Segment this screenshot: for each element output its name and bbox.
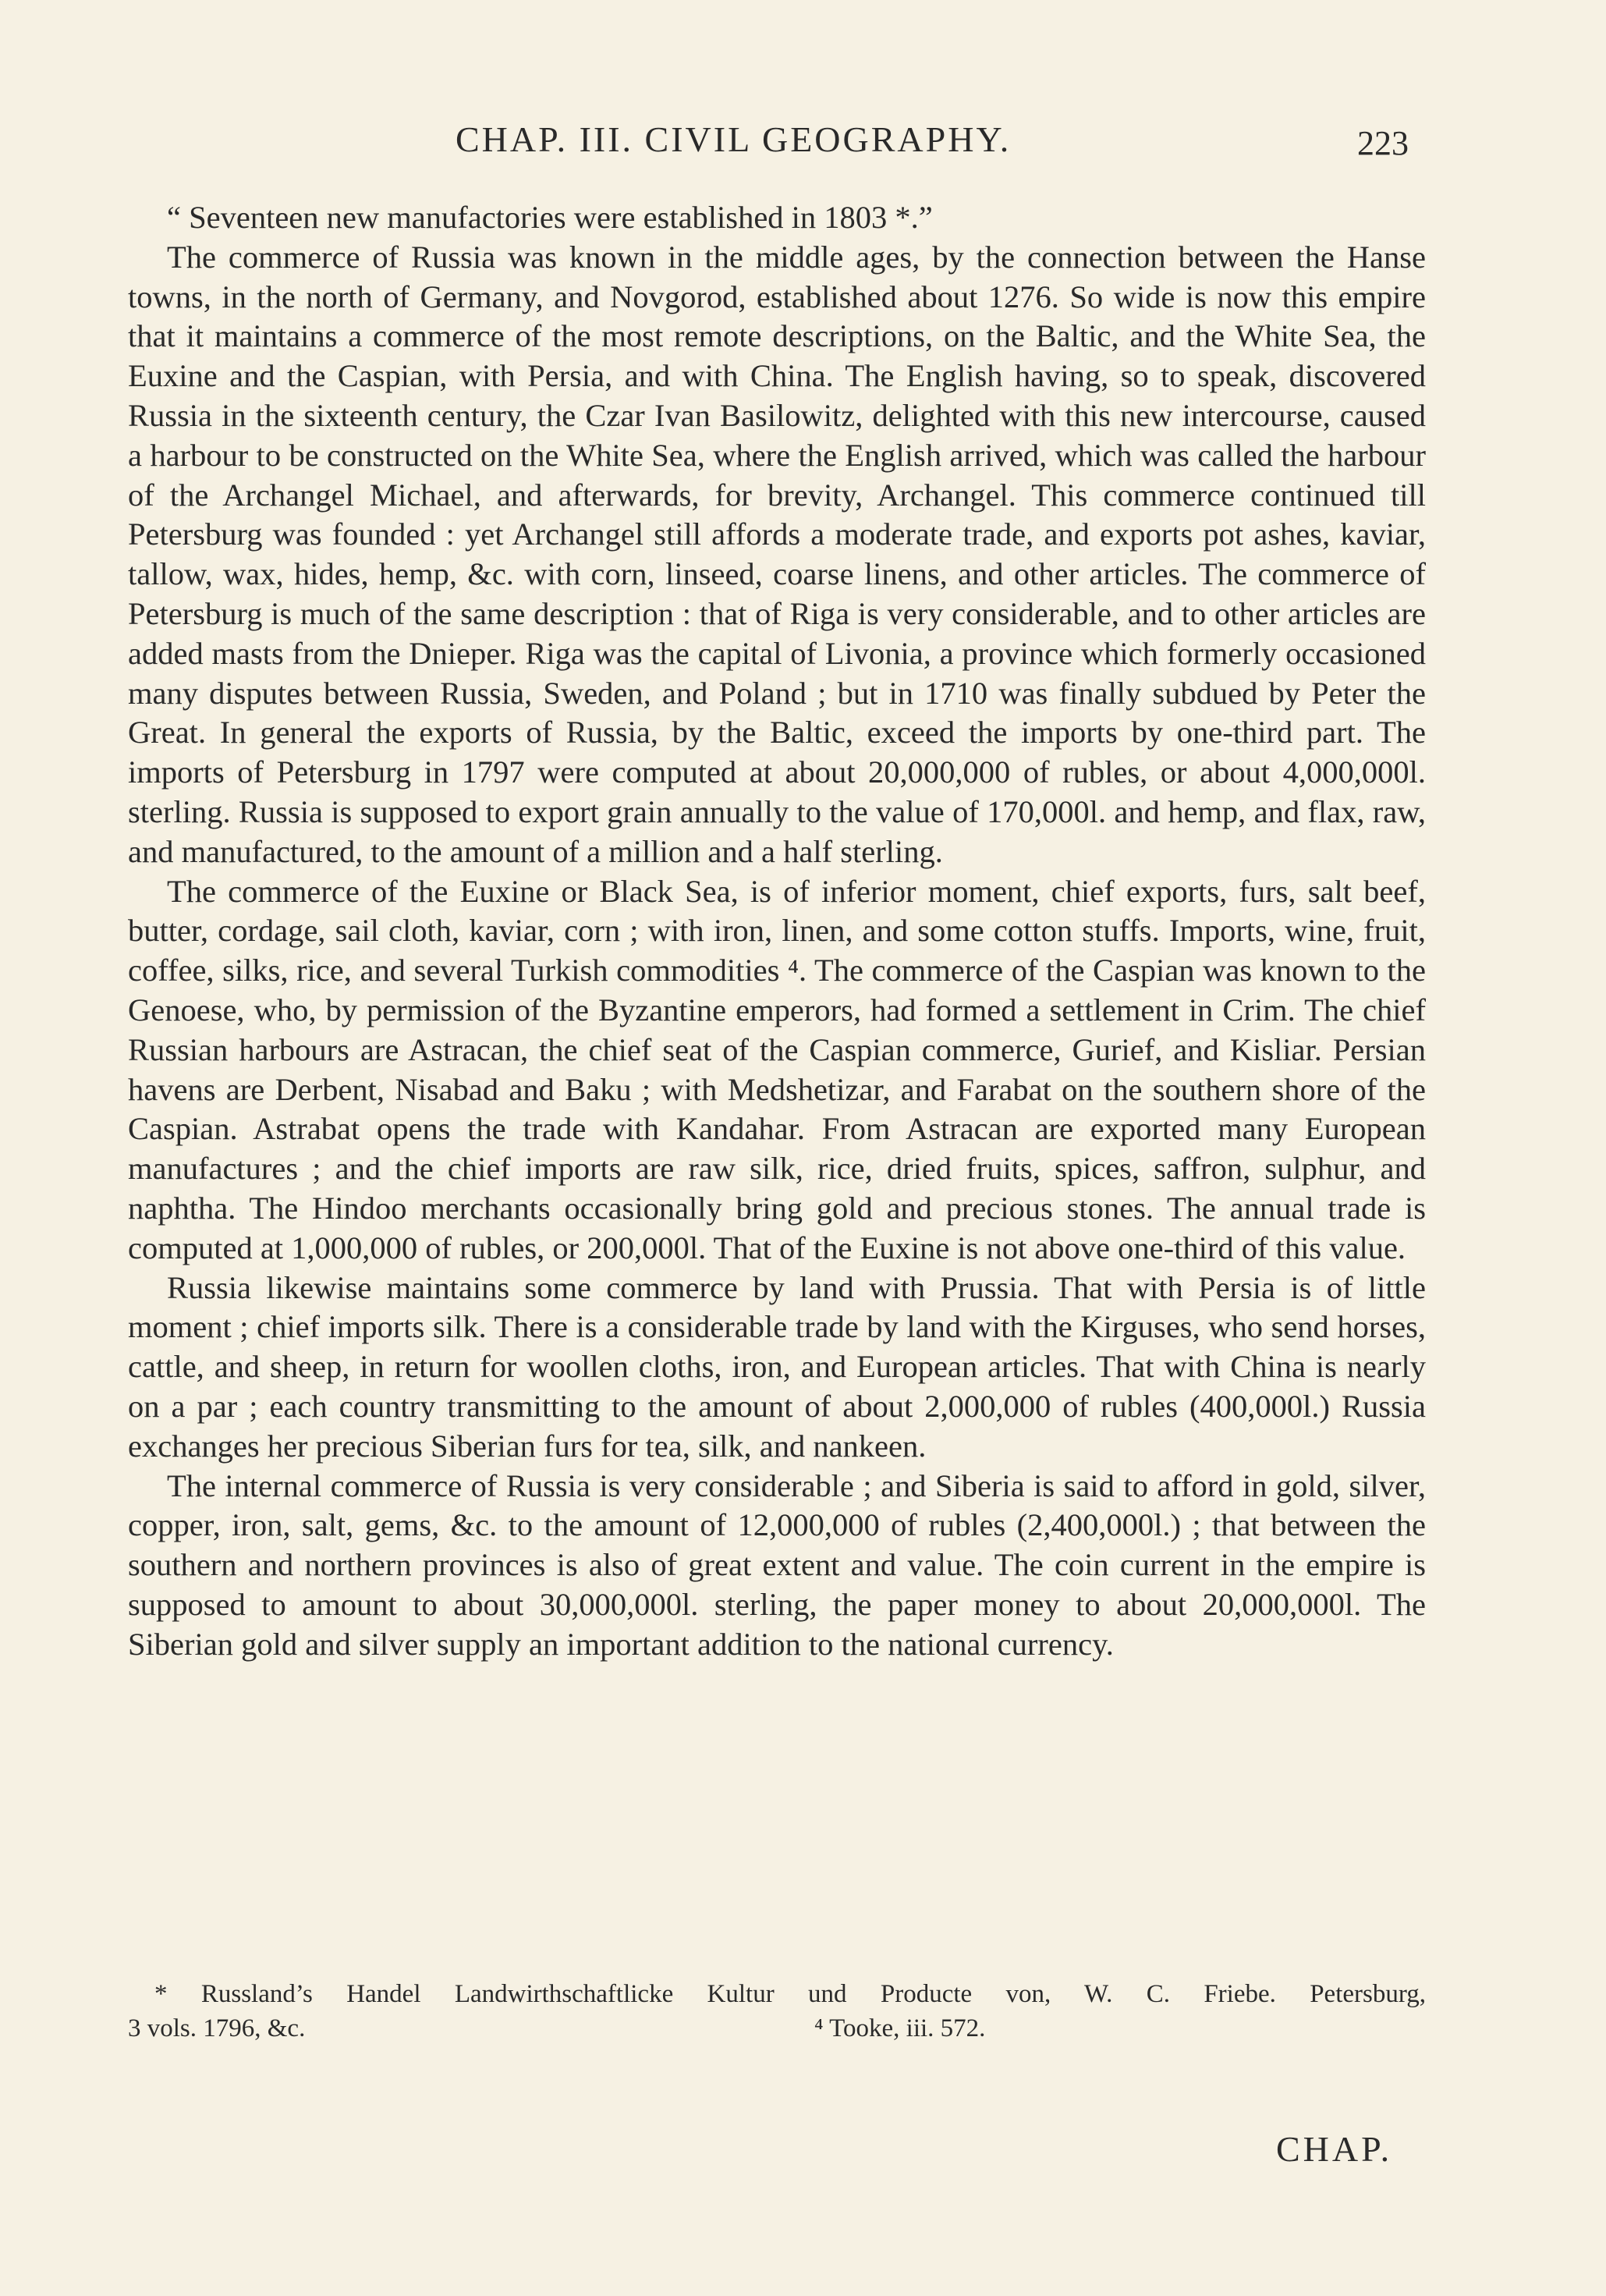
body-text xyxy=(128,198,1426,1664)
paragraph-russian-commerce: The commerce of Russia was known in the middle ages, by the connection between the Hanse towns, in the north of Germany, and Novgorod, established about 1276. So wide is now this empire that it maintains a commerce of the most remote descriptions, on the Baltic, and the White Sea, the Euxine and the Caspian, with Persia, and with China. The English having, so to speak, discovered Russia in the sixteenth century, the Czar Ivan Basilowitz, delighted with this new intercourse, caused a harbour to be constructed on the White Sea, where the English arrived, which was called the harbour of the Archangel Michael, and afterwards, for brevity, Archangel. This commerce continued till Petersburg was founded : yet Archangel still affords a moderate trade, and exports pot ashes, kaviar, tallow, wax, hides, hemp, &c. with corn, linseed, coarse linens, and other articles. The commerce of Petersburg is much of the same description : that of Riga is very considerable, and to other articles are added masts from the Dnieper. Riga was the capital of Livonia, a province which formerly occasioned many disputes between Russia, Sweden, and Poland ; but in 1710 was finally subdued by Peter the Great. In general the exports of Russia, by the Baltic, exceed the imports by one-third part. The imports of Petersburg in 1797 were computed at about 20,000,000 of rubles, or about 4,000,000l. sterling. Russia is supposed to export grain annually to the value of 170,000l. and hemp, and flax, raw, and manufactured, to the amount of a million and a half sterling. xyxy=(128,239,1426,869)
paragraph-quote: “ Seventeen new manufactories were established in 1803 *.” xyxy=(167,200,933,235)
catchword: CHAP. xyxy=(1276,2129,1393,2169)
footnote-friebe: * Russland’s Handel Landwirthschaftlicke Kultur und Producte von, W. C. Friebe. Petersburg, xyxy=(154,1980,1426,2008)
footnote-second-line xyxy=(128,2011,1426,2046)
running-title: CHAP. III. CIVIL GEOGRAPHY. xyxy=(456,119,1012,159)
running-head xyxy=(0,119,1606,165)
page-number: 223 xyxy=(1357,124,1409,162)
paragraph-euxine-caspian: The commerce of the Euxine or Black Sea, is of inferior moment, chief exports, furs, salt beef, butter, cordage, sail cloth, kaviar, corn ; with iron, linen, and some cotton stuffs. Imports, wine, fruit, coffee, silks, rice, and several Turkish commodities ⁴. The commerce of the Caspian was known to the Genoese, who, by permission of the Byzantine emperors, had formed a settlement in Crim. The chief Russian harbours are Astracan, the chief seat of the Caspian commerce, Gurief, and Kisliar. Persian havens are Derbent, Nisabad and Baku ; with Medshetizar, and Farabat on the southern shore of the Caspian. Astrabat opens the trade with Kandahar. From Astracan are exported many European manufactures ; and the chief imports are raw silk, rice, dried fruits, spices, saffron, sulphur, and naphtha. The Hindoo merchants occasionally bring gold and precious stones. The annual trade is computed at 1,000,000 of rubles, or 200,000l. That of the Euxine is not above one-third of this value. xyxy=(128,873,1426,1265)
paragraph-land-commerce: Russia likewise maintains some commerce by land with Prussia. That with Persia is of little moment ; chief imports silk. There is a considerable trade by land with the Kirguses, who send horses, cattle, and sheep, in return for woollen cloths, iron, and European articles. That with China is nearly on a par ; each country transmitting to the amount of about 2,000,000 of rubles (400,000l.) Russia exchanges her precious Siberian furs for tea, silk, and nankeen. xyxy=(128,1269,1426,1464)
footnotes xyxy=(128,1977,1426,2046)
footnote-friebe-continued: 3 vols. 1796, &c. xyxy=(128,2014,306,2042)
footnote-tooke: ⁴ Tooke, iii. 572. xyxy=(814,2014,986,2042)
paragraph-internal-commerce: The internal commerce of Russia is very considerable ; and Siberia is said to afford in gold, silver, copper, iron, salt, gems, &c. to the amount of 12,000,000 of rubles (2,400,000l.) ; that between the southern and northern provinces is also of great extent and value. The coin current in the empire is supposed to amount to about 30,000,000l. sterling, the paper money to about 20,000,000l. The Siberian gold and silver supply an important addition to the national currency. xyxy=(128,1467,1426,1662)
